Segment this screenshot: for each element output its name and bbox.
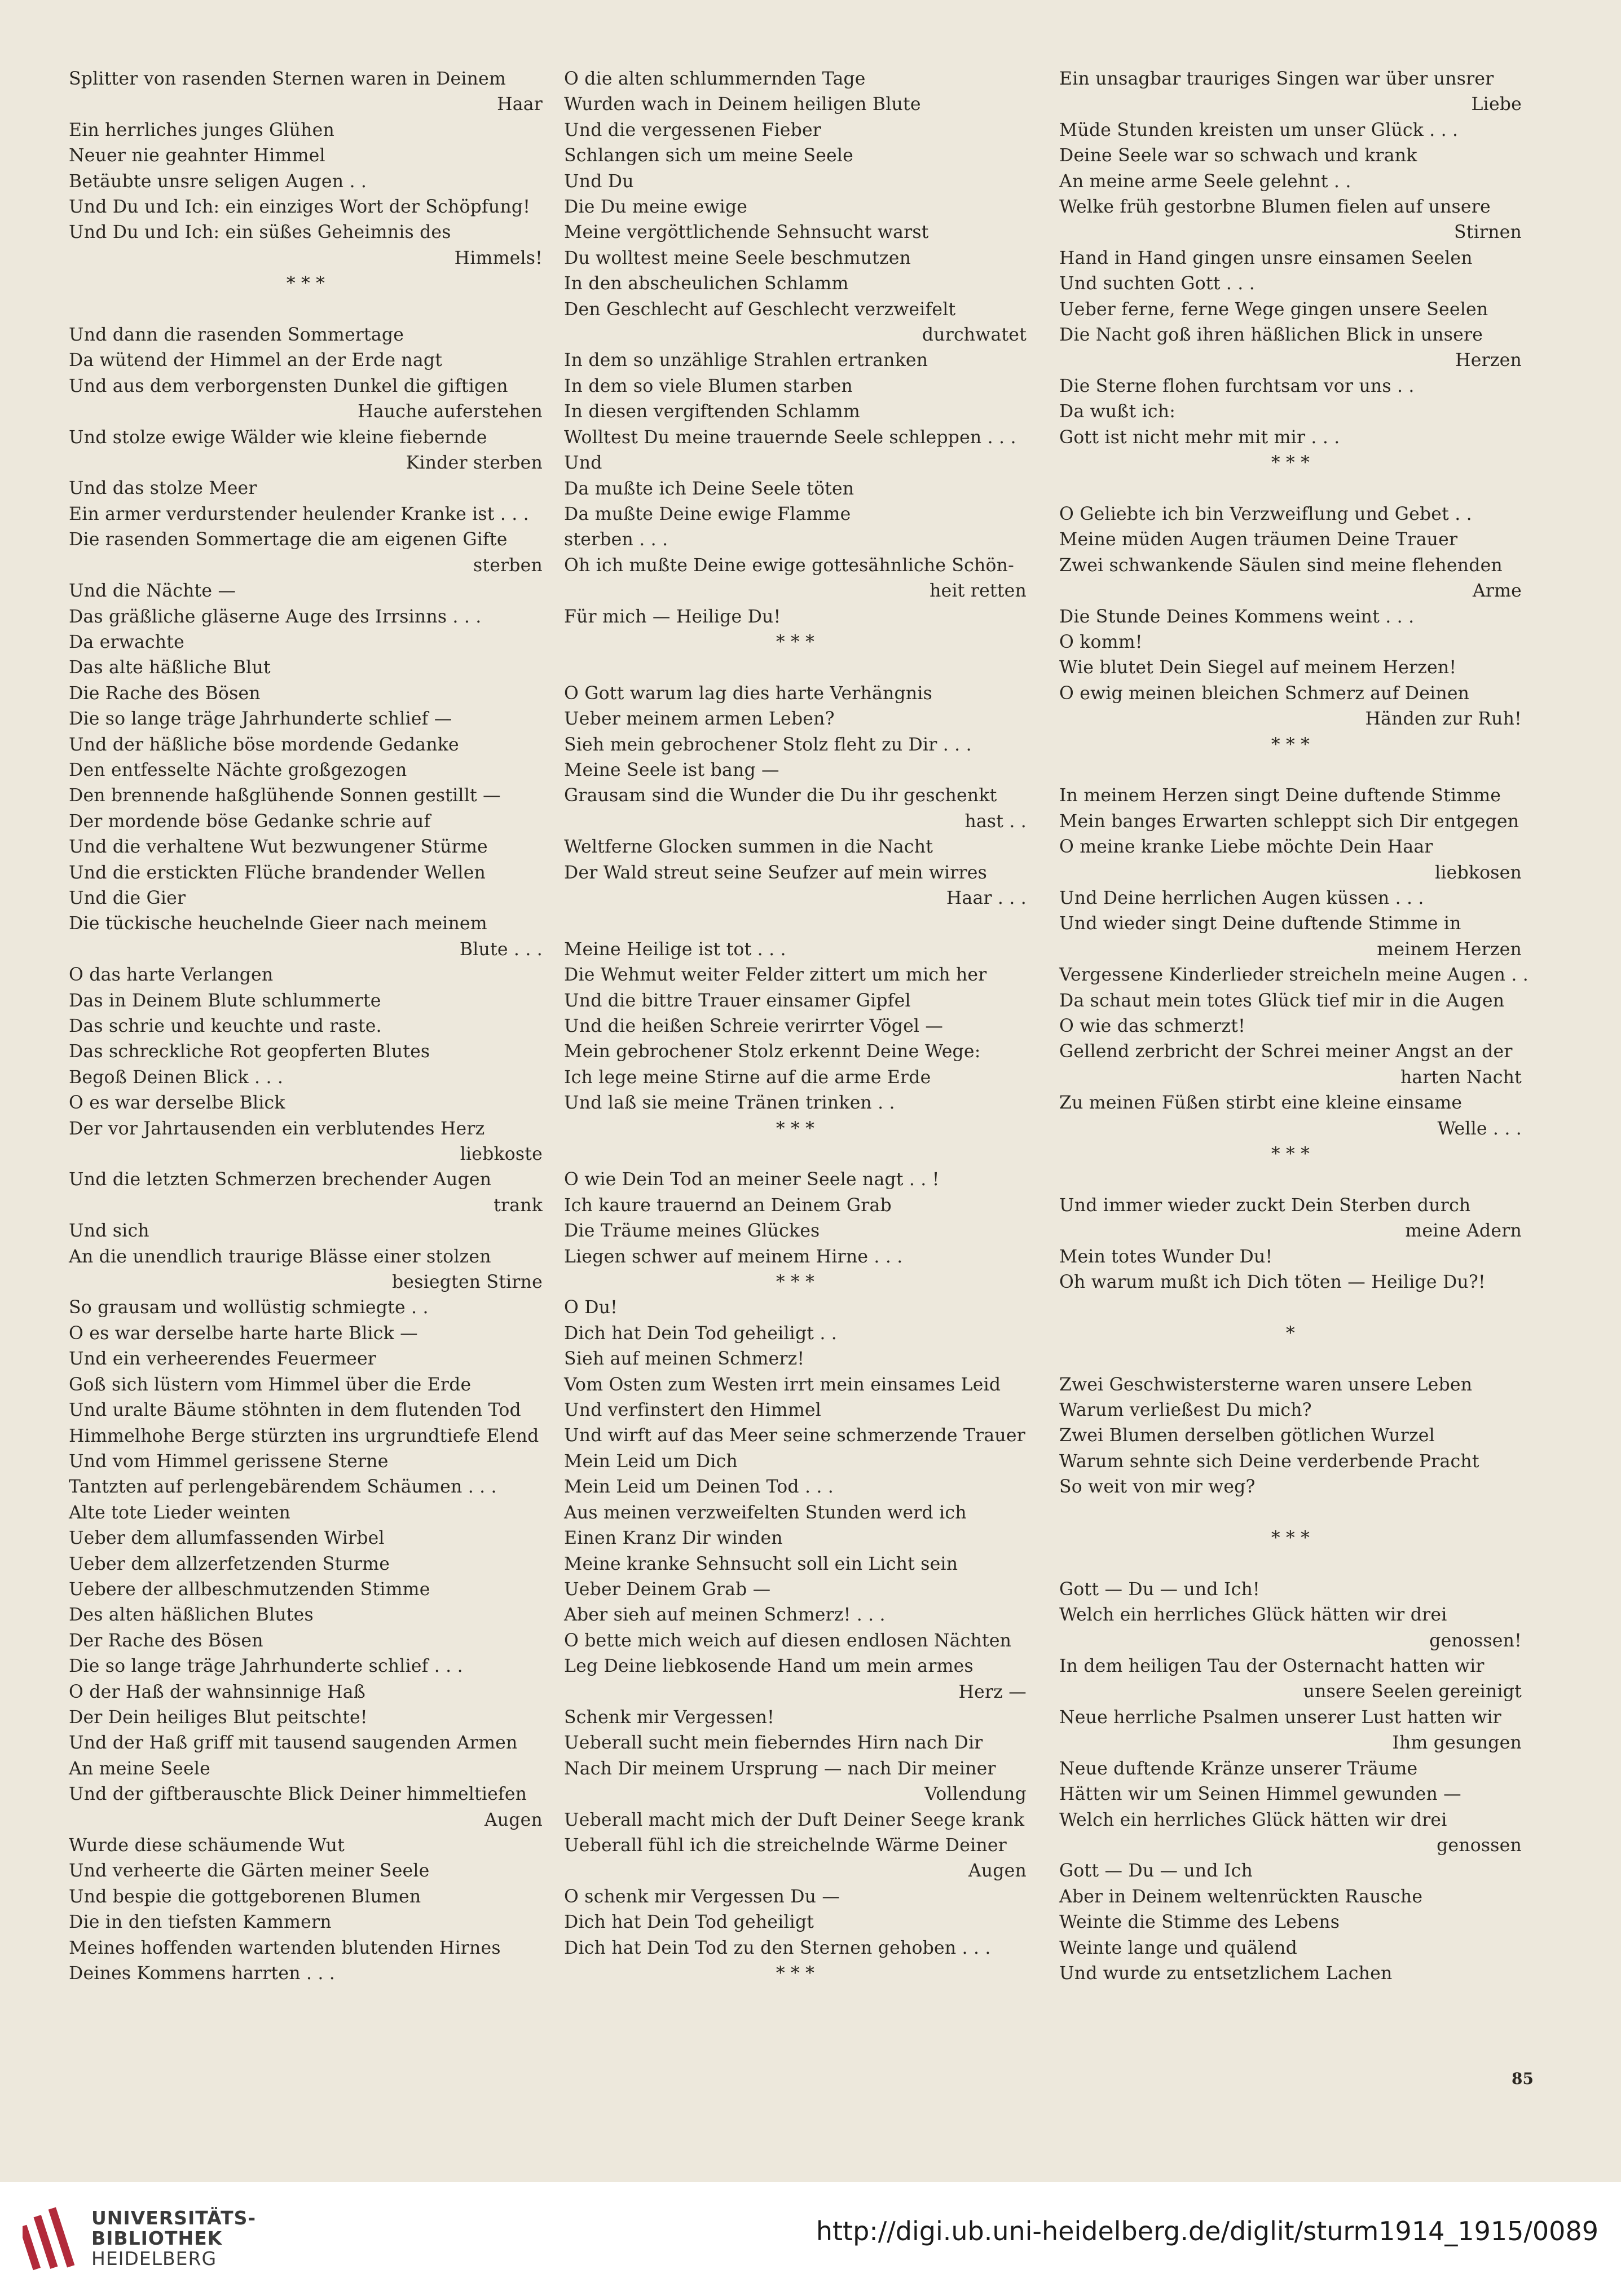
poem-line: Die Sterne flohen furchtsam vor uns . . bbox=[1059, 376, 1415, 396]
poem-line: Deine Seele war so schwach und krank bbox=[1059, 145, 1417, 166]
poem-line: Und verheerte die Gärten meiner Seele bbox=[69, 1861, 430, 1882]
poem-line: Mein Leid um Deinen Tod . . . bbox=[564, 1477, 834, 1498]
poem-line: O ewig meinen bleichen Schmerz auf Deinen bbox=[1059, 683, 1470, 704]
poem-line: Und wieder singt Deine duftende Stimme in bbox=[1059, 913, 1461, 934]
poem-line: Himmels! bbox=[454, 248, 543, 268]
poem-line bbox=[564, 655, 1027, 681]
poem-line: Die Träume meines Glückes bbox=[564, 1221, 820, 1242]
poem-line: Betäubte unsre seligen Augen . . bbox=[69, 171, 367, 192]
library-name bbox=[91, 2208, 256, 2269]
poem-line: Warum verließest Du mich? bbox=[1059, 1400, 1312, 1421]
poem-line: O Gott warum lag dies harte Verhängnis bbox=[564, 683, 932, 704]
poem-line: Ueber Deinem Grab — bbox=[564, 1579, 771, 1600]
poem-line: Wie blutet Dein Siegel auf meinem Herzen! bbox=[1059, 657, 1457, 678]
poem-line: Du wolltest meine Seele beschmutzen bbox=[564, 248, 911, 268]
poem-line: Meine müden Augen träumen Deine Trauer bbox=[1059, 529, 1458, 550]
poem-line: Dich hat Dein Tod geheiligt bbox=[564, 1912, 814, 1933]
poem-line: Sieh auf meinen Schmerz! bbox=[564, 1349, 805, 1370]
poem-line: Der mordende böse Gedanke schrie auf bbox=[69, 811, 431, 832]
poem-column-right bbox=[1059, 67, 1529, 1986]
poem-line: Und der giftberauschte Blick Deiner himmeltiefen bbox=[69, 1784, 527, 1805]
poem-line: Hauche auferstehen bbox=[358, 401, 543, 422]
source-url-link[interactable]: http://digi.ub.uni-heidelberg.de/diglit/sturm1914_1915/0089 bbox=[816, 2216, 1598, 2246]
poem-line: Und verfinstert den Himmel bbox=[564, 1400, 822, 1421]
poem-line: Schlangen sich um meine Seele bbox=[564, 145, 854, 166]
poem-line: Weinte lange und quälend bbox=[1059, 1937, 1298, 1958]
section-divider: * * * bbox=[1271, 734, 1310, 755]
poem-line: In diesen vergiftenden Schlamm bbox=[564, 401, 860, 422]
poem-line: Die in den tiefsten Kammern bbox=[69, 1912, 332, 1933]
poem-line: Sieh mein gebrochener Stolz fleht zu Dir . . . bbox=[564, 734, 972, 755]
poem-line: Den Geschlecht auf Geschlecht verzweifelt bbox=[564, 299, 956, 320]
poem-line: sterben . . . bbox=[564, 529, 668, 550]
poem-line: Wurden wach in Deinem heiligen Blute bbox=[564, 94, 921, 115]
poem-line: Kinder sterben bbox=[406, 453, 543, 474]
poem-line: besiegten Stirne bbox=[392, 1272, 543, 1293]
poem-line: Gott — Du — und Ich! bbox=[1059, 1579, 1260, 1600]
poem-line bbox=[564, 911, 1027, 937]
poem-line: Da erwachte bbox=[69, 632, 184, 652]
poem-line: Die so lange träge Jahrhunderte schlief . . . bbox=[69, 1656, 463, 1677]
poem-line: O es war derselbe Blick bbox=[69, 1093, 285, 1114]
poem-line: Herzen bbox=[1455, 350, 1522, 371]
poem-line: So weit von mir weg? bbox=[1059, 1477, 1256, 1498]
page-number: 85 bbox=[1512, 2069, 1534, 2088]
poem-line: Hätten wir um Seinen Himmel gewunden — bbox=[1059, 1784, 1461, 1805]
poem-line: Da mußte ich Deine Seele töten bbox=[564, 478, 854, 499]
library-name-line: BIBLIOTHEK bbox=[91, 2227, 223, 2249]
poem-line bbox=[1059, 1551, 1522, 1577]
poem-line: durchwatet bbox=[922, 325, 1027, 346]
poem-line: Welch ein herrliches Glück hätten wir drei bbox=[1059, 1605, 1447, 1626]
poem-line: Ueberall sucht mein fieberndes Hirn nach Dir bbox=[564, 1733, 983, 1754]
poem-line: Da wütend der Himmel an der Erde nagt bbox=[69, 350, 443, 371]
poem-line: Hand in Hand gingen unsre einsamen Seelen bbox=[1059, 248, 1473, 268]
poem-line: Des alten häßlichen Blutes bbox=[69, 1605, 314, 1626]
poem-line: liebkosen bbox=[1435, 862, 1522, 883]
poem-line: Der Rache des Bösen bbox=[69, 1630, 263, 1651]
poem-line: Aus meinen verzweifelten Stunden werd ich bbox=[564, 1502, 967, 1523]
poem-line: Und die heißen Schreie verirrter Vögel — bbox=[564, 1016, 944, 1036]
poem-line: An die unendlich traurige Blässe einer stolzen bbox=[69, 1246, 491, 1267]
poem-line: Die Nacht goß ihren häßlichen Blick in unsere bbox=[1059, 325, 1483, 346]
poem-line: Dich hat Dein Tod geheiligt . . bbox=[564, 1323, 838, 1344]
poem-line: Und die bittre Trauer einsamer Gipfel bbox=[564, 990, 911, 1011]
poem-line: Das gräßliche gläserne Auge des Irrsinns . . . bbox=[69, 606, 482, 627]
poem-line: harten Nacht bbox=[1400, 1067, 1522, 1088]
poem-line: Ein unsagbar trauriges Singen war über unsrer bbox=[1059, 69, 1494, 89]
poem-line: O wie Dein Tod an meiner Seele nagt . . ! bbox=[564, 1169, 940, 1190]
poem-line: O bette mich weich auf diesen endlosen Nächten bbox=[564, 1630, 1012, 1651]
poem-line: Und die letzten Schmerzen brechender Augen bbox=[69, 1169, 492, 1190]
poem-line: Ich kaure trauernd an Deinem Grab bbox=[564, 1195, 892, 1216]
poem-line: Die so lange träge Jahrhunderte schlief — bbox=[69, 709, 452, 730]
poem-line: Den entfesselte Nächte großgezogen bbox=[69, 760, 407, 780]
poem-line: Aber in Deinem weltenrückten Rausche bbox=[1059, 1886, 1423, 1907]
poem-line: Meine Seele ist bang — bbox=[564, 760, 779, 780]
poem-line: Gott ist nicht mehr mit mir . . . bbox=[1059, 427, 1340, 448]
poem-line: Mein gebrochener Stolz erkennt Deine Wege: bbox=[564, 1041, 981, 1062]
poem-line: Tantzten auf perlengebärendem Schäumen . . . bbox=[69, 1477, 497, 1498]
poem-line: Weinte die Stimme des Lebens bbox=[1059, 1912, 1340, 1933]
poem-line: Splitter von rasenden Sternen waren in Deinem bbox=[69, 69, 506, 89]
poem-line: Und Du und Ich: ein einziges Wort der Schöpfung! bbox=[69, 197, 531, 218]
poem-line: Händen zur Ruh! bbox=[1365, 709, 1522, 730]
poem-line: Den brennende haßglühende Sonnen gestillt — bbox=[69, 785, 501, 806]
poem-line: In den abscheulichen Schlamm bbox=[564, 273, 849, 294]
poem-line: sterben bbox=[473, 555, 543, 576]
poem-line: Meine kranke Sehnsucht soll ein Licht sein bbox=[564, 1553, 958, 1574]
poem-line bbox=[69, 297, 543, 323]
poem-line: Und der Haß griff mit tausend saugenden Armen bbox=[69, 1733, 518, 1754]
poem-line: In dem so viele Blumen starben bbox=[564, 376, 853, 396]
poem-line: Nach Dir meinem Ursprung — nach Dir meiner bbox=[564, 1758, 996, 1779]
poem-line: Zwei Geschwistersterne waren unsere Leben bbox=[1059, 1374, 1473, 1395]
poem-line: liebkoste bbox=[460, 1144, 543, 1165]
poem-line: An meine arme Seele gelehnt . . bbox=[1059, 171, 1351, 192]
poem-line: Und das stolze Meer bbox=[69, 478, 257, 499]
poem-line: Zwei Blumen derselben götlichen Wurzel bbox=[1059, 1425, 1435, 1446]
poem-line: Wurde diese schäumende Wut bbox=[69, 1835, 345, 1856]
poem-line: Dich hat Dein Tod zu den Sternen gehoben . . . bbox=[564, 1937, 991, 1958]
poem-line: Und wirft auf das Meer seine schmerzende Trauer bbox=[564, 1425, 1025, 1446]
poem-line: Und aus dem verborgensten Dunkel die giftigen bbox=[69, 376, 508, 396]
poem-line: Uebere der allbeschmutzenden Stimme bbox=[69, 1579, 430, 1600]
poem-line: Die Rache des Bösen bbox=[69, 683, 261, 704]
poem-line: Weltferne Glocken summen in die Nacht bbox=[564, 837, 933, 858]
poem-line: Ueberall fühl ich die streichelnde Wärme Deiner bbox=[564, 1835, 1007, 1856]
poem-line: Und die Gier bbox=[69, 888, 186, 908]
poem-line: Und der häßliche böse mordende Gedanke bbox=[69, 734, 459, 755]
poem-line: Ein herrliches junges Glühen bbox=[69, 120, 334, 140]
poem-line: Neue duftende Kränze unserer Träume bbox=[1059, 1758, 1418, 1779]
poem-line: O meine kranke Liebe möchte Dein Haar bbox=[1059, 837, 1433, 858]
poem-line: Und immer wieder zuckt Dein Sterben durch bbox=[1059, 1195, 1471, 1216]
poem-line: unsere Seelen gereinigt bbox=[1303, 1681, 1522, 1702]
poem-line: Herz — bbox=[958, 1681, 1027, 1702]
poem-line: O die alten schlummernden Tage bbox=[564, 69, 866, 89]
poem-line: Alte tote Lieder weinten bbox=[69, 1502, 290, 1523]
poem-line: Das in Deinem Blute schlummerte bbox=[69, 990, 381, 1011]
poem-line: Die rasenden Sommertage die am eigenen Gifte bbox=[69, 529, 508, 550]
poem-line: Vergessene Kinderlieder streicheln meine Augen . . bbox=[1059, 965, 1529, 986]
poem-line bbox=[1059, 758, 1522, 783]
poem-line: Vom Osten zum Westen irrt mein einsames Leid bbox=[564, 1374, 1001, 1395]
poem-line: Und Deine herrlichen Augen küssen . . . bbox=[1059, 888, 1424, 908]
poem-line: Ueber meinem armen Leben? bbox=[564, 709, 835, 730]
poem-line: Und suchten Gott . . . bbox=[1059, 273, 1255, 294]
poem-line: Wolltest Du meine trauernde Seele schleppen . . . bbox=[564, 427, 1016, 448]
section-divider: * * * bbox=[286, 273, 325, 294]
section-divider: * * * bbox=[776, 632, 815, 652]
poem-column-left bbox=[69, 67, 543, 1986]
poem-line: O komm! bbox=[1059, 632, 1143, 652]
poem-line bbox=[564, 1142, 1027, 1167]
poem-line: genossen! bbox=[1429, 1630, 1522, 1651]
poem-line: heit retten bbox=[930, 581, 1027, 602]
poem-line: Da wußt ich: bbox=[1059, 401, 1176, 422]
poem-line: Haar . . . bbox=[946, 888, 1027, 908]
section-divider: * * * bbox=[1271, 453, 1310, 474]
poem-line: Liebe bbox=[1471, 94, 1522, 115]
poem-line: hast . . bbox=[964, 811, 1027, 832]
poem-line: Ueberall macht mich der Duft Deiner Seege krank bbox=[564, 1809, 1025, 1830]
poem-line: Meine vergöttlichende Sehnsucht warst bbox=[564, 222, 929, 243]
poem-line: Gott — Du — und Ich bbox=[1059, 1861, 1253, 1882]
poem-line: O Du! bbox=[564, 1297, 618, 1318]
poem-line: Und die erstickten Flüche brandender Wellen bbox=[69, 862, 486, 883]
poem-line: Oh warum mußt ich Dich töten — Heilige Du?! bbox=[1059, 1272, 1486, 1293]
poem-line: An meine Seele bbox=[69, 1758, 210, 1779]
poem-line: So grausam und wollüstig schmiegte . . bbox=[69, 1297, 429, 1318]
poem-line: Und Du und Ich: ein süßes Geheimnis des bbox=[69, 222, 451, 243]
poem-line: Der vor Jahrtausenden ein verblutendes Herz bbox=[69, 1118, 485, 1139]
poem-line: Und stolze ewige Wälder wie kleine fiebernde bbox=[69, 427, 487, 448]
poem-line: O das harte Verlangen bbox=[69, 965, 274, 986]
poem-line: Welke früh gestorbne Blumen fielen auf unsere bbox=[1059, 197, 1491, 218]
poem-line bbox=[1059, 1500, 1522, 1526]
poem-line: trank bbox=[494, 1195, 543, 1216]
library-footer bbox=[0, 2182, 1621, 2296]
poem-line: Und uralte Bäume stöhnten in dem flutenden Tod bbox=[69, 1400, 521, 1421]
poem-line: Mein totes Wunder Du! bbox=[1059, 1246, 1273, 1267]
poem-line: Der Wald streut seine Seufzer auf mein wirres bbox=[564, 862, 988, 883]
poem-line: Schenk mir Vergessen! bbox=[564, 1707, 775, 1728]
poem-line: Leg Deine liebkosende Hand um mein armes bbox=[564, 1656, 974, 1677]
section-divider: * * * bbox=[776, 1963, 815, 1984]
poem-line: Meines hoffenden wartenden blutenden Hirnes bbox=[69, 1937, 501, 1958]
poem-line: Ueber ferne, ferne Wege gingen unsere Seelen bbox=[1059, 299, 1488, 320]
poem-line: genossen bbox=[1437, 1835, 1522, 1856]
poem-line: In meinem Herzen singt Deine duftende Stimme bbox=[1059, 785, 1501, 806]
library-name-line: UNIVERSITÄTS- bbox=[91, 2207, 257, 2229]
poem-line: Goß sich lüstern vom Himmel über die Erde bbox=[69, 1374, 472, 1395]
poem-line: Arme bbox=[1472, 581, 1522, 602]
poem-line bbox=[1059, 1295, 1522, 1321]
poem-line: Und wurde zu entsetzlichem Lachen bbox=[1059, 1963, 1393, 1984]
poem-line: Welle . . . bbox=[1437, 1118, 1522, 1139]
poem-line: Deines Kommens harrten . . . bbox=[69, 1963, 336, 1984]
poem-line: Und bbox=[564, 453, 602, 474]
section-divider: * bbox=[1286, 1323, 1295, 1344]
poem-line: Die Du meine ewige bbox=[564, 197, 748, 218]
poem-line: Da schaut mein totes Glück tief mir in die Augen bbox=[1059, 990, 1505, 1011]
poem-line: Neue herrliche Psalmen unserer Lust hatten wir bbox=[1059, 1707, 1501, 1728]
poem-line: Und sich bbox=[69, 1221, 149, 1242]
poem-line: Zwei schwankende Säulen sind meine flehenden bbox=[1059, 555, 1503, 576]
poem-line: O schenk mir Vergessen Du — bbox=[564, 1886, 840, 1907]
poem-line: meinem Herzen bbox=[1377, 939, 1522, 960]
poem-line: Und die Nächte — bbox=[69, 581, 236, 602]
poem-line: Das schrie und keuchte und raste. bbox=[69, 1016, 382, 1037]
poem-line: Welch ein herrliches Glück hätten wir drei bbox=[1059, 1809, 1447, 1830]
poem-line: Zu meinen Füßen stirbt eine kleine einsame bbox=[1059, 1093, 1463, 1114]
poem-line: Müde Stunden kreisten um unser Glück . . . bbox=[1059, 120, 1459, 140]
poem-line: Augen bbox=[968, 1861, 1027, 1882]
poem-line: Und laß sie meine Tränen trinken . . bbox=[564, 1093, 895, 1114]
poem-line: Und vom Himmel gerissene Sterne bbox=[69, 1451, 389, 1472]
poem-line: Ich lege meine Stirne auf die arme Erde bbox=[564, 1067, 931, 1088]
poem-line: In dem heiligen Tau der Osternacht hatten wir bbox=[1059, 1656, 1485, 1677]
poem-line: Und bespie die gottgeborenen Blumen bbox=[69, 1886, 421, 1907]
poem-line: Der Dein heiliges Blut peitschte! bbox=[69, 1707, 368, 1728]
poem-line: meine Adern bbox=[1405, 1221, 1522, 1242]
poem-line: O Geliebte ich bin Verzweiflung und Gebet . . bbox=[1059, 504, 1472, 524]
poem-line bbox=[1059, 1346, 1522, 1372]
poem-line: Mein banges Erwarten schleppt sich Dir entgegen bbox=[1059, 811, 1519, 832]
poem-line: Gellend zerbricht der Schrei meiner Angst an der bbox=[1059, 1041, 1513, 1062]
poem-line: Ein armer verdurstender heulender Kranke ist . . . bbox=[69, 504, 529, 524]
section-divider: * * * bbox=[776, 1272, 815, 1293]
poem-line: Da mußte Deine ewige Flamme bbox=[564, 504, 851, 524]
university-logo-icon bbox=[23, 2202, 79, 2275]
poem-line: Für mich — Heilige Du! bbox=[564, 606, 781, 627]
poem-line: Vollendung bbox=[924, 1784, 1027, 1805]
poem-line: Aber sieh auf meinen Schmerz! . . . bbox=[564, 1605, 886, 1626]
poem-line: Und ein verheerendes Feuermeer bbox=[69, 1349, 377, 1370]
poem-line: Die Stunde Deines Kommens weint . . . bbox=[1059, 606, 1415, 627]
poem-line: O es war derselbe harte harte Blick — bbox=[69, 1323, 418, 1344]
poem-column-middle bbox=[564, 67, 1027, 1986]
poem-line: Liegen schwer auf meinem Hirne . . . bbox=[564, 1246, 903, 1267]
section-divider: * * * bbox=[1271, 1528, 1310, 1549]
poem-line: Das schreckliche Rot geopferten Blutes bbox=[69, 1041, 430, 1062]
poem-line: Begoß Deinen Blick . . . bbox=[69, 1067, 284, 1088]
poem-line: Und Du bbox=[564, 171, 634, 192]
poem-line: Mein Leid um Dich bbox=[564, 1451, 738, 1472]
poem-line: Ihm gesungen bbox=[1392, 1733, 1522, 1754]
poem-line: Das alte häßliche Blut bbox=[69, 657, 271, 678]
poem-line: Und dann die rasenden Sommertage bbox=[69, 325, 404, 346]
poem-line: Neuer nie geahnter Himmel bbox=[69, 145, 325, 166]
poem-line: Und die verhaltene Wut bezwungener Stürme bbox=[69, 837, 488, 858]
poem-line: Die tückische heuchelnde Gieer nach meinem bbox=[69, 913, 487, 934]
section-divider: * * * bbox=[1271, 1144, 1310, 1165]
poem-line: O der Haß der wahnsinnige Haß bbox=[69, 1681, 366, 1702]
poem-line: Die Wehmut weiter Felder zittert um mich her bbox=[564, 965, 987, 986]
poem-line: Blute . . . bbox=[459, 939, 543, 960]
poem-line: Und die vergessenen Fieber bbox=[564, 120, 822, 140]
poem-line: Oh ich mußte Deine ewige gottesähnliche Schön- bbox=[564, 555, 1015, 576]
poem-line: Einen Kranz Dir winden bbox=[564, 1528, 783, 1549]
poem-line: Grausam sind die Wunder die Du ihr geschenkt bbox=[564, 785, 997, 806]
poem-line: Ueber dem allumfassenden Wirbel bbox=[69, 1528, 385, 1549]
poem-line: Haar bbox=[497, 94, 543, 115]
poem-line: Ueber dem allzerfetzenden Sturme bbox=[69, 1553, 390, 1574]
poem-line: In dem so unzählige Strahlen ertranken bbox=[564, 350, 928, 371]
poem-line: Stirnen bbox=[1454, 222, 1522, 243]
poem-line bbox=[1059, 476, 1522, 502]
poem-line: Meine Heilige ist tot . . . bbox=[564, 939, 786, 960]
poem-line: Warum sehnte sich Deine verderbende Pracht bbox=[1059, 1451, 1479, 1472]
poem-line: O wie das schmerzt! bbox=[1059, 1016, 1246, 1036]
poem-line: Augen bbox=[484, 1809, 543, 1830]
poem-line bbox=[1059, 1167, 1522, 1193]
poem-line: Himmelhohe Berge stürzten ins urgrundtiefe Elend bbox=[69, 1425, 539, 1446]
section-divider: * * * bbox=[776, 1118, 815, 1139]
library-name-line: HEIDELBERG bbox=[91, 2248, 217, 2269]
